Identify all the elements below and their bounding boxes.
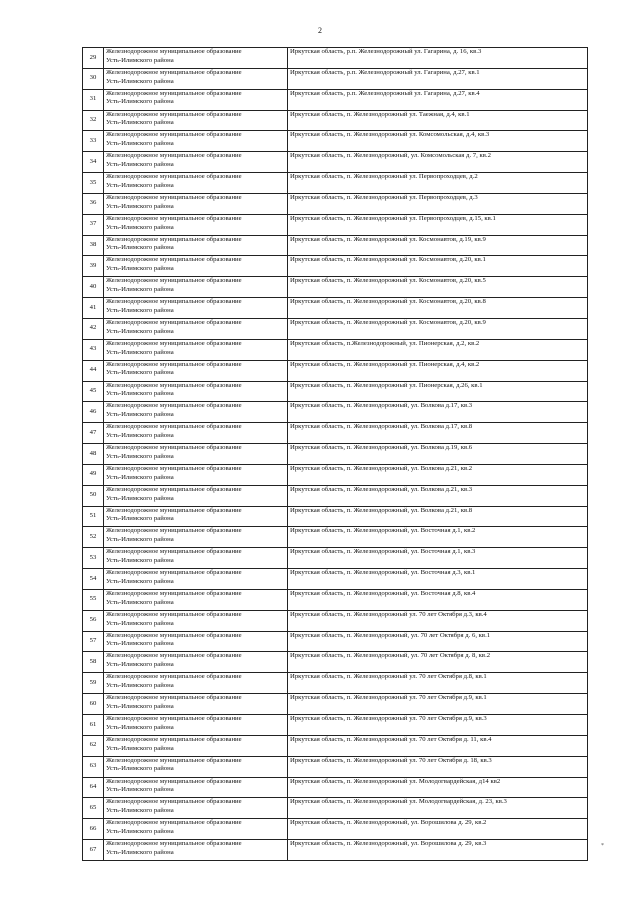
property-address: Иркутская область, п. Железнодорожный ул. 70 лет Октября д. 18, кв.3 [288,756,588,777]
property-address: Иркутская область, п. Железнодорожный, ул. Восточная д.8, кв.4 [288,589,588,610]
table-row [83,339,588,360]
owner-organization-district: Усть-Илимского района [106,494,174,502]
table-row [83,68,588,89]
row-number: 53 [83,548,104,569]
row-number: 40 [83,277,104,298]
owner-organization-name: Железнодорожное муниципальное образование [106,235,242,243]
table-row [83,694,588,715]
row-number: 48 [83,444,104,465]
owner-organization-name: Железнодорожное муниципальное образование [106,485,242,493]
property-address: Иркутская область, п. Железнодорожный, ул. Волкова д.21, кв.8 [288,506,588,527]
table-row [83,193,588,214]
owner-organization-cell [104,527,288,548]
property-address: Иркутская область, п. Железнодорожный ул. 70 лет Октября д.8, кв.1 [288,673,588,694]
owner-organization-district: Усть-Илимского района [106,765,174,773]
owner-organization-name: Железнодорожное муниципальное образование [106,68,242,76]
owner-organization-name: Железнодорожное муниципальное образование [106,402,242,410]
owner-organization-name: Железнодорожное муниципальное образование [106,756,242,764]
property-address: Иркутская область, п. Железнодорожный, ул. 70 лет Октября д. 6, кв.1 [288,631,588,652]
table-row [83,298,588,319]
owner-organization-name: Железнодорожное муниципальное образование [106,715,242,722]
owner-organization-district: Усть-Илимского района [106,369,174,377]
owner-organization-cell [104,673,288,694]
property-address: Иркутская область, п. Железнодорожный ул. Первопроходцев, д.2 [288,173,588,194]
owner-organization-name: Железнодорожное муниципальное образование [106,298,242,306]
property-address: Иркутская область, п. Железнодорожный, ул. Комсомольская д. 7, кв.2 [288,152,588,173]
owner-organization-district: Усть-Илимского района [106,411,174,419]
owner-organization-name: Железнодорожное муниципальное образование [106,360,242,368]
owner-organization-district: Усть-Илимского района [106,786,174,794]
owner-organization-district: Усть-Илимского района [106,348,174,356]
table-row [83,840,588,861]
owner-organization-district: Усть-Илимского района [106,327,174,335]
owner-organization-district: Усть-Илимского района [106,598,174,606]
owner-organization-district: Усть-Илимского района [106,473,174,481]
owner-organization-cell [104,235,288,256]
table-row [83,423,588,444]
property-address: Иркутская область, п. Железнодорожный ул. Космонавтов, д.19, кв.9 [288,235,588,256]
owner-organization-name: Железнодорожное муниципальное образование [106,631,242,639]
owner-organization-cell [104,569,288,590]
property-address: Иркутская область, п. Железнодорожный, ул. Восточная д.3, кв.1 [288,569,588,590]
property-address: Иркутская область, п. Железнодорожный, ул. Восточная д.1, кв.2 [288,527,588,548]
row-number: 42 [83,318,104,339]
property-address: Иркутская область, п. Железнодорожный ул. Космонавтов, д.20, кв.1 [288,256,588,277]
owner-organization-cell [104,423,288,444]
owner-organization-name: Железнодорожное муниципальное образование [106,444,242,452]
owner-organization-district: Усть-Илимского района [106,828,174,836]
table-row [83,610,588,631]
owner-organization-cell [104,652,288,673]
owner-organization-district: Усть-Илимского района [106,161,174,169]
owner-organization-cell [104,298,288,319]
table-row [83,735,588,756]
owner-organization-cell [104,277,288,298]
table-row [83,464,588,485]
row-number: 30 [83,68,104,89]
owner-organization-cell [104,610,288,631]
row-number: 56 [83,610,104,631]
table-row [83,48,588,69]
property-address: Иркутская область, п.Железнодорожный, ул. Пионерская, д.2, кв.2 [288,339,588,360]
row-number: 44 [83,360,104,381]
row-number: 46 [83,402,104,423]
property-address: Иркутская область, р.п. Железнодорожный ул. Гагарина, д. 16, кв.3 [288,48,588,69]
owner-organization-name: Железнодорожное муниципальное образование [106,214,242,222]
row-number: 43 [83,339,104,360]
owner-organization-cell [104,735,288,756]
owner-organization-district: Усть-Илимского района [106,536,174,544]
owner-organization-cell [104,360,288,381]
owner-organization-cell [104,339,288,360]
owner-organization-cell [104,444,288,465]
row-number: 41 [83,298,104,319]
owner-organization-name: Железнодорожное муниципальное образование [106,110,242,118]
owner-organization-district: Усть-Илимского района [106,390,174,398]
owner-organization-cell [104,589,288,610]
property-address: Иркутская область, п. Железнодорожный ул. Пионерская, д.4, кв.2 [288,360,588,381]
table-row [83,89,588,110]
owner-organization-name: Железнодорожное муниципальное образование [106,152,242,160]
owner-organization-name: Железнодорожное муниципальное образование [106,819,242,827]
table-row [83,819,588,840]
table-row [83,631,588,652]
table-row [83,318,588,339]
owner-organization-name: Железнодорожное муниципальное образование [106,548,242,556]
row-number: 63 [83,756,104,777]
owner-organization-name: Железнодорожное муниципальное образование [106,694,242,702]
owner-organization-district: Усть-Илимского района [106,619,174,627]
owner-organization-district: Усть-Илимского района [106,202,174,210]
page-number: 2 [318,26,322,35]
owner-organization-name: Железнодорожное муниципальное образование [106,610,242,618]
owner-organization-name: Железнодорожное муниципальное образование [106,48,242,55]
owner-organization-cell [104,840,288,861]
table-row [83,569,588,590]
property-address: Иркутская область, п. Железнодорожный, ул. Ворошилова д. 29, кв.3 [288,840,588,861]
row-number: 58 [83,652,104,673]
owner-organization-district: Усть-Илимского района [106,56,174,64]
row-number: 64 [83,777,104,798]
owner-organization-district: Усть-Илимского района [106,306,174,314]
owner-organization-district: Усть-Илимского района [106,265,174,273]
row-number: 51 [83,506,104,527]
row-number: 60 [83,694,104,715]
row-number: 54 [83,569,104,590]
owner-organization-cell [104,89,288,110]
table-row [83,152,588,173]
owner-organization-cell [104,152,288,173]
row-number: 29 [83,48,104,69]
table-row [83,131,588,152]
property-registry-table [82,47,588,861]
row-number: 33 [83,131,104,152]
row-number: 57 [83,631,104,652]
margin-mark: * [601,843,604,849]
row-number: 36 [83,193,104,214]
table-row [83,256,588,277]
row-number: 35 [83,173,104,194]
owner-organization-name: Железнодорожное муниципальное образование [106,735,242,743]
owner-organization-name: Железнодорожное муниципальное образование [106,423,242,431]
row-number: 39 [83,256,104,277]
owner-organization-name: Железнодорожное муниципальное образование [106,464,242,472]
owner-organization-cell [104,631,288,652]
owner-organization-cell [104,256,288,277]
row-number: 49 [83,464,104,485]
row-number: 32 [83,110,104,131]
owner-organization-district: Усть-Илимского района [106,577,174,585]
owner-organization-cell [104,548,288,569]
owner-organization-district: Усть-Илимского района [106,244,174,252]
table-row [83,589,588,610]
owner-organization-district: Усть-Илимского района [106,431,174,439]
row-number: 47 [83,423,104,444]
owner-organization-cell [104,48,288,69]
row-number: 45 [83,381,104,402]
registry-table-body [83,48,588,861]
row-number: 37 [83,214,104,235]
property-address: Иркутская область, п. Железнодорожный, ул. Волкова д.21, кв.2 [288,464,588,485]
owner-organization-name: Железнодорожное муниципальное образование [106,527,242,535]
owner-organization-name: Железнодорожное муниципальное образование [106,673,242,681]
row-number: 62 [83,735,104,756]
row-number: 55 [83,589,104,610]
owner-organization-name: Железнодорожное муниципальное образование [106,798,242,806]
table-row [83,652,588,673]
owner-organization-name: Железнодорожное муниципальное образование [106,131,242,139]
table-row [83,548,588,569]
property-address: Иркутская область, п. Железнодорожный, ул. Волкова д.17, кв.8 [288,423,588,444]
property-address: Иркутская область, п. Железнодорожный ул. Молодогвардейская, д. 23, кв.3 [288,798,588,819]
property-address: Иркутская область, р.п. Железнодорожный ул. Гагарина, д.27, кв.1 [288,68,588,89]
owner-organization-name: Железнодорожное муниципальное образование [106,89,242,97]
owner-organization-name: Железнодорожное муниципальное образование [106,652,242,660]
owner-organization-cell [104,110,288,131]
owner-organization-district: Усть-Илимского района [106,119,174,127]
property-address: Иркутская область, п. Железнодорожный ул. Комсомольская, д.4, кв.3 [288,131,588,152]
row-number: 31 [83,89,104,110]
owner-organization-district: Усть-Илимского района [106,223,174,231]
owner-organization-cell [104,464,288,485]
owner-organization-cell [104,68,288,89]
owner-organization-district: Усть-Илимского района [106,181,174,189]
owner-organization-name: Железнодорожное муниципальное образование [106,569,242,577]
table-row [83,277,588,298]
owner-organization-cell [104,381,288,402]
owner-organization-name: Железнодорожное муниципальное образование [106,840,242,848]
owner-organization-district: Усть-Илимского района [106,744,174,752]
property-address: Иркутская область, п. Железнодорожный ул. 70 лет Октября д.9, кв.1 [288,694,588,715]
owner-organization-cell [104,214,288,235]
owner-organization-name: Железнодорожное муниципальное образование [106,256,242,264]
table-row [83,798,588,819]
owner-organization-district: Усть-Илимского района [106,77,174,85]
table-row [83,485,588,506]
table-row [83,673,588,694]
row-number: 50 [83,485,104,506]
table-row [83,360,588,381]
row-number: 66 [83,819,104,840]
owner-organization-cell [104,798,288,819]
table-row [83,777,588,798]
owner-organization-cell [104,756,288,777]
table-row [83,214,588,235]
row-number: 59 [83,673,104,694]
owner-organization-name: Железнодорожное муниципальное образование [106,589,242,597]
owner-organization-cell [104,193,288,214]
property-address: Иркутская область, п. Железнодорожный ул. Космонавтов, д.20, кв.5 [288,277,588,298]
owner-organization-name: Железнодорожное муниципальное образование [106,506,242,514]
table-row [83,402,588,423]
property-address: Иркутская область, п. Железнодорожный ул. Космонавтов, д.20, кв.9 [288,318,588,339]
property-address: Иркутская область, п. Железнодорожный, ул. Волкова д.19, кв.6 [288,444,588,465]
owner-organization-name: Железнодорожное муниципальное образование [106,318,242,326]
table-row [83,173,588,194]
owner-organization-cell [104,131,288,152]
table-row [83,235,588,256]
property-address: Иркутская область, п. Железнодорожный ул. Молодогвардейская, д14 кв2 [288,777,588,798]
owner-organization-district: Усть-Илимского района [106,723,174,731]
owner-organization-district: Усть-Илимского района [106,452,174,460]
row-number: 67 [83,840,104,861]
owner-organization-district: Усть-Илимского района [106,807,174,815]
owner-organization-district: Усть-Илимского района [106,557,174,565]
owner-organization-district: Усть-Илимского района [106,848,174,856]
owner-organization-district: Усть-Илимского района [106,661,174,669]
property-address: Иркутская область, п. Железнодорожный ул. 70 лет Октября д. 11, кв.4 [288,735,588,756]
owner-organization-district: Усть-Илимского района [106,682,174,690]
property-address: Иркутская область, п. Железнодорожный, ул. Волкова д.21, кв.3 [288,485,588,506]
table-row [83,715,588,736]
property-address: Иркутская область, п. Железнодорожный ул. 70 лет Октября д.9, кв.3 [288,715,588,736]
row-number: 38 [83,235,104,256]
table-row [83,110,588,131]
table-row [83,444,588,465]
row-number: 65 [83,798,104,819]
owner-organization-name: Железнодорожное муниципальное образование [106,277,242,285]
owner-organization-name: Железнодорожное муниципальное образование [106,173,242,181]
owner-organization-district: Усть-Илимского района [106,98,174,106]
owner-organization-district: Усть-Илимского района [106,640,174,648]
table-row [83,756,588,777]
table-row [83,527,588,548]
property-address: Иркутская область, п. Железнодорожный, ул. Ворошилова д. 29, кв.2 [288,819,588,840]
owner-organization-name: Железнодорожное муниципальное образование [106,381,242,389]
owner-organization-name: Железнодорожное муниципальное образование [106,777,242,785]
property-address: Иркутская область, п. Железнодорожный ул. Космонавтов, д.20, кв.8 [288,298,588,319]
owner-organization-cell [104,402,288,423]
property-address: Иркутская область, п. Железнодорожный ул. Таежная, д.4, кв.1 [288,110,588,131]
owner-organization-district: Усть-Илимского района [106,702,174,710]
property-address: Иркутская область, п. Железнодорожный, ул. Восточная д.1, кв.3 [288,548,588,569]
owner-organization-name: Железнодорожное муниципальное образование [106,339,242,347]
owner-organization-cell [104,694,288,715]
property-address: Иркутская область, п. Железнодорожный ул. Пионерская, д.26, кв.1 [288,381,588,402]
property-address: Иркутская область, п. Железнодорожный, ул. Волкова д.17, кв.3 [288,402,588,423]
row-number: 34 [83,152,104,173]
property-address: Иркутская область, п. Железнодорожный ул. Первопроходцев, д.15, кв.1 [288,214,588,235]
table-row [83,506,588,527]
table-row [83,381,588,402]
property-address: Иркутская область, п. Железнодорожный, ул. 70 лет Октября д. 8, кв.2 [288,652,588,673]
owner-organization-cell [104,819,288,840]
owner-organization-district: Усть-Илимского района [106,515,174,523]
row-number: 61 [83,715,104,736]
owner-organization-cell [104,485,288,506]
property-address: Иркутская область, п. Железнодорожный ул. 70 лет Октября д.3, кв.4 [288,610,588,631]
owner-organization-cell [104,318,288,339]
owner-organization-cell [104,715,288,736]
owner-organization-cell [104,506,288,527]
owner-organization-district: Усть-Илимского района [106,140,174,148]
row-number: 52 [83,527,104,548]
property-address: Иркутская область, п. Железнодорожный ул. Первопроходцев, д.3 [288,193,588,214]
owner-organization-cell [104,777,288,798]
property-address: Иркутская область, р.п. Железнодорожный ул. Гагарина, д.27, кв.4 [288,89,588,110]
owner-organization-name: Железнодорожное муниципальное образование [106,193,242,201]
owner-organization-district: Усть-Илимского района [106,286,174,294]
owner-organization-cell [104,173,288,194]
